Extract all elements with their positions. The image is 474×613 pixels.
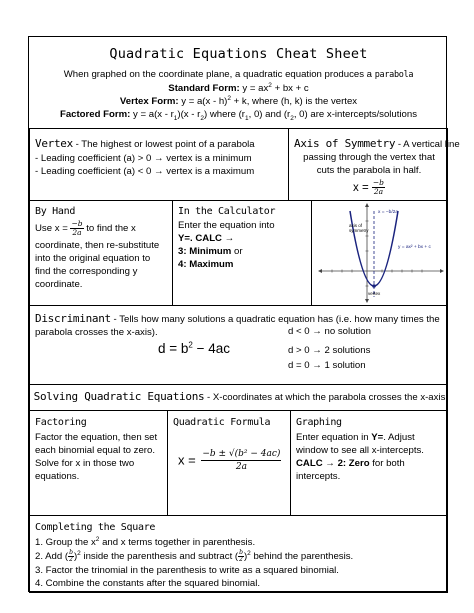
vertex-dot	[372, 284, 376, 288]
solving-line: Solving Quadratic Equations - X-coordinates at which the parabola crosses the x-axis	[33, 390, 446, 403]
calculator-line-3: 3: Minimum or	[178, 246, 243, 257]
factored-form: Factored Form: $y = a(x - r_1)(x - r_2)$ where ($r_1$, 0) and ($r_2$, 0) are x-intercepts/solutions	[59, 109, 418, 122]
discriminant-line-1: Discriminant - Tells how many solutions a quadratic equation has (i.e. how many times the	[35, 312, 440, 325]
parabola-graph	[312, 201, 447, 305]
by-hand-line-3: into the original equation to	[35, 253, 151, 264]
calculator-heading: In the Calculator	[178, 206, 276, 217]
factoring-line-2: each binomial equal to zero.	[35, 445, 155, 456]
axis-desc-3: cuts the parabola in half.	[316, 165, 422, 176]
factoring-box	[29, 410, 168, 516]
factoring-heading: Factoring	[35, 417, 87, 428]
vertex-heading: Vertex	[35, 137, 73, 150]
by-hand-line-1: Use x = $\frac{-b}{2a}$ to find the x	[35, 219, 136, 237]
quadratic-formula-heading: Quadratic Formula	[173, 417, 271, 428]
completing-step-4: 4. Combine the constants after the squared binomial.	[35, 578, 261, 589]
axis-label: x = −b/2a	[378, 210, 399, 215]
axis-heading: Axis of Symmetry	[294, 137, 396, 150]
vertex-box	[29, 128, 289, 201]
axis-formula: x = $\frac{-b}{2a}$	[353, 178, 384, 197]
graphing-line-2: window to see all x-intercepts.	[296, 445, 424, 456]
factoring-line-1: Factor the equation, then set	[35, 432, 158, 443]
vertex-max-rule: - Leading coefficient (a) < 0 → vertex is a maximum	[35, 166, 255, 177]
equation-label: y = ax² + bx + c	[398, 245, 431, 250]
quadratic-formula: x = $\frac{\text{−b ± √(b² − 4ac)}}{2a}$	[178, 449, 281, 473]
calculator-line-1: Enter the equation into	[178, 220, 275, 231]
cheat-sheet	[28, 36, 460, 592]
vertex-min-rule: - Leading coefficient (a) > 0 → vertex is a minimum	[35, 153, 252, 164]
graphing-box	[290, 410, 448, 516]
discriminant-box	[29, 305, 448, 385]
by-hand-box	[29, 200, 173, 306]
graph-box	[311, 200, 448, 306]
completing-step-1: 1. Group the $x^2$ and x terms together in parenthesis.	[35, 535, 256, 548]
by-hand-line-2: coordinate, then re-substitute	[35, 240, 160, 251]
discriminant-rule-none: d < 0 → no solution	[288, 326, 371, 337]
discriminant-rule-two: d > 0 → 2 solutions	[288, 345, 371, 356]
graphing-line-4: intercepts.	[296, 471, 341, 482]
graphing-heading: Graphing	[296, 417, 342, 428]
graphing-line-3: CALC → 2: Zero for both	[296, 458, 405, 469]
symmetry-label-1: axis of	[349, 223, 363, 228]
discriminant-heading: Discriminant	[35, 312, 111, 325]
completing-step-3: 3. Factor the trinomial in the parenthesis to write as a squared binomial.	[35, 565, 339, 576]
calculator-line-2: Y=. CALC →	[178, 233, 235, 244]
by-hand-heading: By Hand	[35, 206, 76, 217]
solving-heading: Solving Quadratic Equations	[33, 390, 205, 403]
standard-form: Standard Form: $y = ax^2$ + bx + c	[168, 81, 309, 94]
vertex-heading-line: Vertex - The highest or lowest point of a parabola	[35, 137, 255, 150]
by-hand-line-5: coordinate.	[35, 279, 83, 290]
quadratic-formula-box	[167, 410, 291, 516]
vertex-form: Vertex Form: y = a(x - h)$^2$ + k, where (h, k) is the vertex	[119, 94, 358, 107]
axis-box	[288, 128, 460, 201]
by-hand-line-4: find the corresponding y	[35, 266, 138, 277]
vertex-label: vertex	[368, 291, 381, 296]
completing-heading: Completing the Square	[35, 522, 156, 533]
page-title: Quadratic Equations Cheat Sheet	[109, 46, 368, 62]
calculator-line-4: 4: Maximum	[178, 259, 234, 270]
factoring-line-4: equations.	[35, 471, 80, 482]
factoring-line-3: Solve for x in those two	[35, 458, 135, 469]
symmetry-label-2: symmetry	[349, 228, 369, 233]
axis-desc-2: passing through the vertex that	[303, 152, 435, 163]
completing-square-box	[29, 515, 448, 593]
parabola-term: parabola	[374, 70, 414, 80]
graphing-line-1: Enter equation in Y=. Adjust	[296, 432, 415, 443]
axis-heading-line: Axis of Symmetry - A vertical line	[294, 137, 460, 150]
intro-line: When graphed on the coordinate plane, a quadratic equation produces a parabola	[63, 69, 414, 80]
completing-step-2: 2. Add ( $\frac{b}{2}$ )$^2$ inside the parenthesis and subtract ( $\frac{b}{2}$ )$^2$ behind the parenthesis.	[35, 549, 354, 563]
discriminant-line-2: parabola crosses the x-axis).	[35, 327, 158, 338]
calculator-box	[172, 200, 312, 306]
discriminant-rule-one: d = 0 → 1 solution	[288, 360, 366, 371]
solving-box	[29, 384, 448, 411]
discriminant-formula: $d = b^2 - 4ac$	[158, 340, 231, 356]
